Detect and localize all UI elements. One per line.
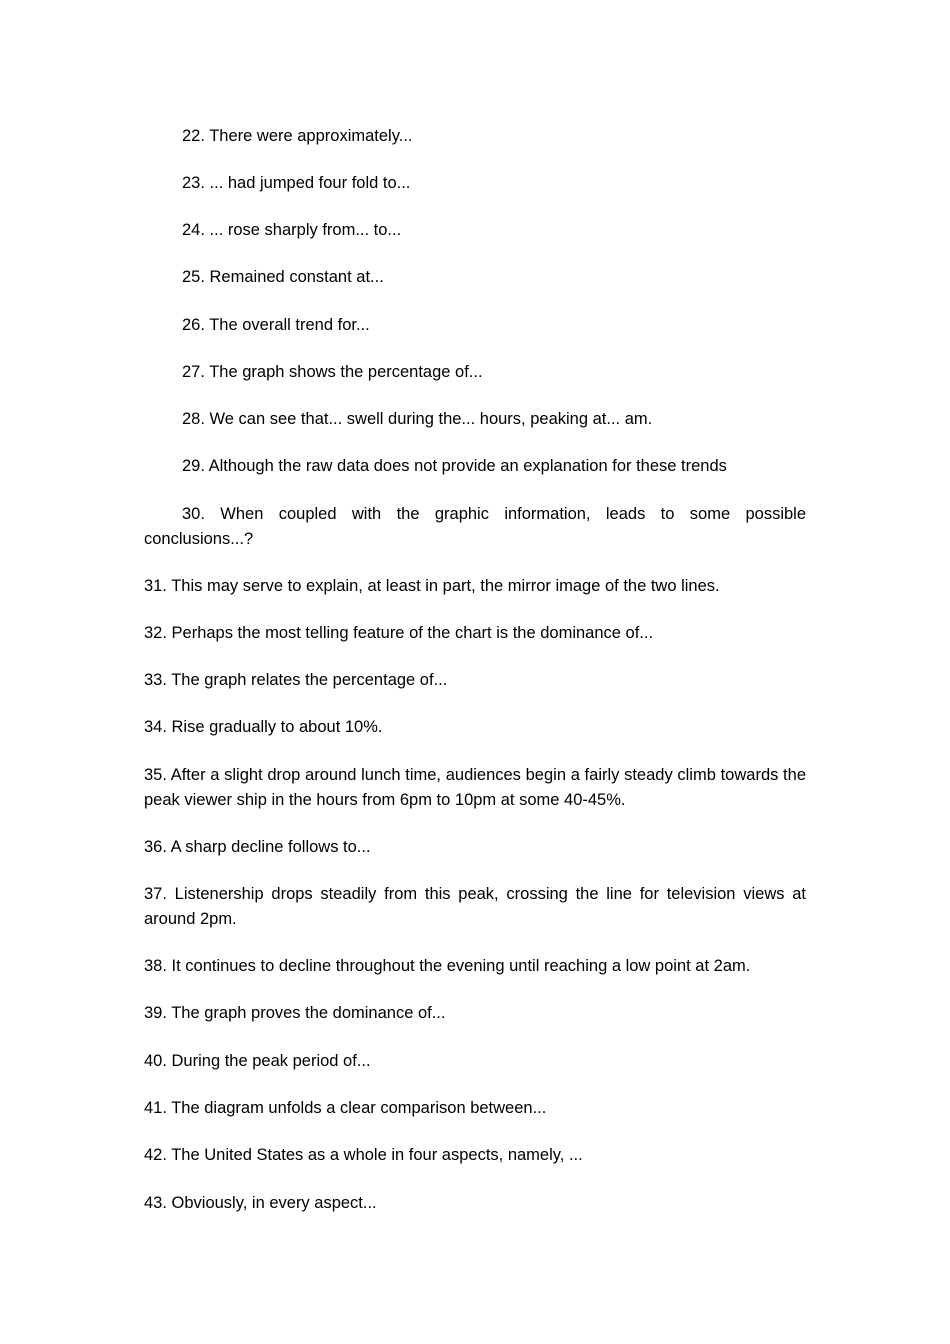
list-item: 23. ... had jumped four fold to... xyxy=(182,174,411,192)
list-item: 41. The diagram unfolds a clear comparison between... xyxy=(144,1099,547,1117)
list-item: 26. The overall trend for... xyxy=(182,316,370,334)
list-item: 22. There were approximately... xyxy=(182,127,413,145)
list-item: 32. Perhaps the most telling feature of the chart is the dominance of... xyxy=(144,624,654,642)
list-item: 42. The United States as a whole in four aspects, namely, ... xyxy=(144,1146,583,1164)
list-item: 28. We can see that... swell during the... hours, peaking at... am. xyxy=(182,410,653,428)
list-item: 38. It continues to decline throughout the evening until reaching a low point at 2am. xyxy=(144,957,751,975)
list-item: 36. A sharp decline follows to... xyxy=(144,838,371,856)
list-item: 27. The graph shows the percentage of... xyxy=(182,363,483,381)
list-item: 33. The graph relates the percentage of... xyxy=(144,671,448,689)
list-item: 40. During the peak period of... xyxy=(144,1052,371,1070)
list-item: 30. When coupled with the graphic information, leads to some possible conclusions...? xyxy=(144,505,806,548)
list-item: 35. After a slight drop around lunch time, audiences begin a fairly steady climb towards the peak viewer ship in the hours from 6pm to 10pm at some 40-45%. xyxy=(144,766,806,809)
list-item: 34. Rise gradually to about 10%. xyxy=(144,718,383,736)
list-item: 37. Listenership drops steadily from this peak, crossing the line for television views at around 2pm. xyxy=(144,885,806,928)
list-item: 24. ... rose sharply from... to... xyxy=(182,221,402,239)
list-item: 25. Remained constant at... xyxy=(182,268,384,286)
list-item: 43. Obviously, in every aspect... xyxy=(144,1194,377,1212)
list-item: 29. Although the raw data does not provide an explanation for these trends xyxy=(182,457,727,475)
list-item: 39. The graph proves the dominance of... xyxy=(144,1004,446,1022)
list-item: 31. This may serve to explain, at least in part, the mirror image of the two lines. xyxy=(144,577,720,595)
